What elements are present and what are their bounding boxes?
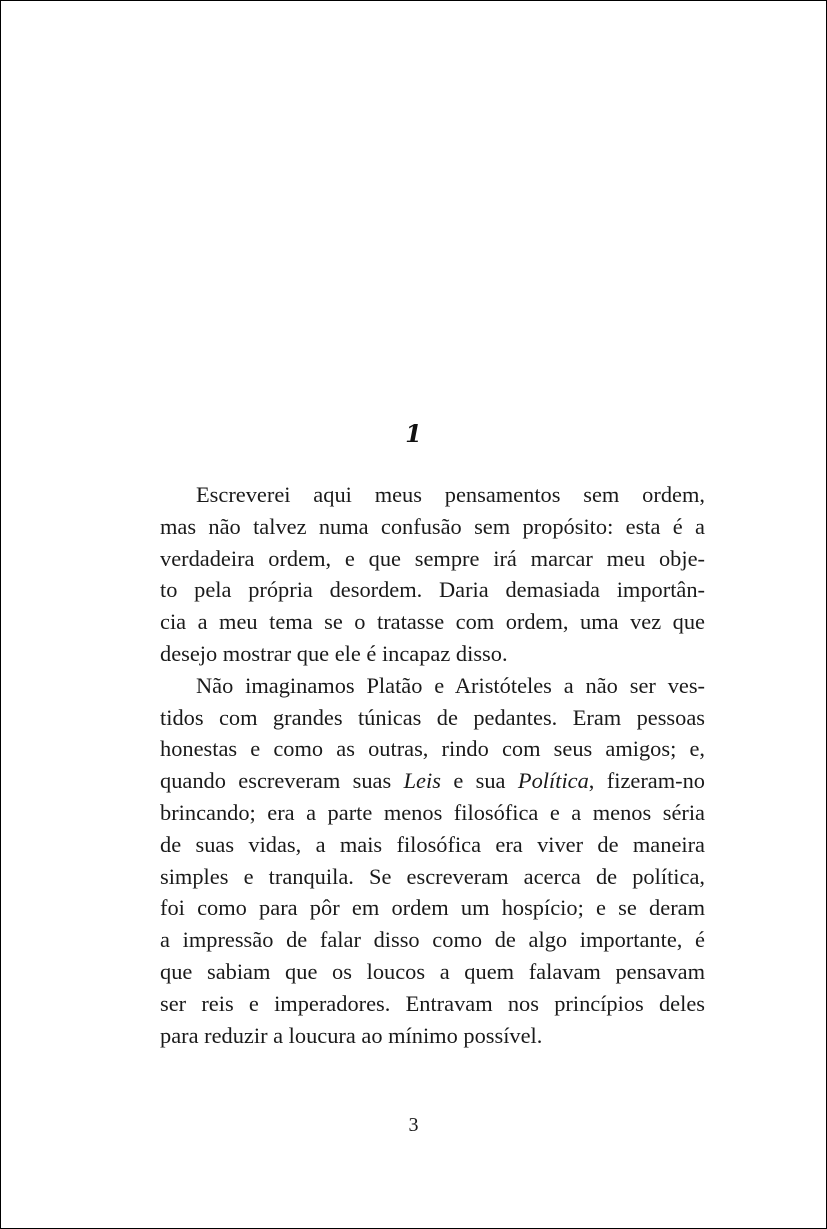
- page-number: 3: [408, 1114, 419, 1136]
- text-line: to pela própria desordem. Daria demasiada importân-: [160, 577, 705, 603]
- text-line: cia a meu tema se o tratasse com ordem, uma vez que: [160, 609, 705, 635]
- text-line: para reduzir a loucura ao mínimo possível.: [160, 1022, 543, 1048]
- text-line: mas não talvez numa confusão sem propósito: esta é a: [160, 513, 705, 539]
- book-title-politica: Política: [517, 768, 589, 794]
- text-line: Escreverei aqui meus pensamentos sem ordem,: [196, 482, 705, 507]
- text-line: de suas vidas, a mais filosófica era viver de maneira: [160, 831, 705, 857]
- body-text: [124, 479, 705, 1051]
- text-line: tidos com grandes túnicas de pedantes. Eram pessoas: [160, 704, 705, 730]
- text-line: verdadeira ordem, e que sempre irá marcar meu obje-: [160, 545, 705, 571]
- book-title-leis: Leis: [403, 768, 441, 794]
- text-line: que sabiam que os loucos a quem falavam pensavam: [160, 958, 705, 984]
- text-line: foi como para pôr em ordem um hospício; e se deram: [160, 895, 705, 921]
- text-segment: e sua: [440, 768, 518, 794]
- text-line: a impressão de falar disso como de algo importante, é: [160, 927, 705, 953]
- text-segment: quando escreveram suas: [160, 768, 404, 794]
- paragraph-2: [124, 670, 705, 1052]
- text-line: ser reis e imperadores. Entravam nos princípios deles: [160, 990, 705, 1016]
- chapter-number: 1: [405, 419, 422, 448]
- text-line: brincando; era a parte menos filosófica e a menos séria: [160, 799, 705, 825]
- text-line: Não imaginamos Platão e Aristóteles a não ser ves-: [196, 672, 705, 698]
- text-line: honestas e como as outras, rindo com seus amigos; e,: [160, 736, 705, 762]
- text-line: desejo mostrar que ele é incapaz disso.: [160, 640, 508, 666]
- text-segment: , fizeram-no: [588, 768, 706, 794]
- text-line-with-titles: [124, 765, 705, 797]
- paragraph-1: [124, 479, 705, 670]
- text-line: simples e tranquila. Se escreveram acerca de política,: [160, 863, 705, 889]
